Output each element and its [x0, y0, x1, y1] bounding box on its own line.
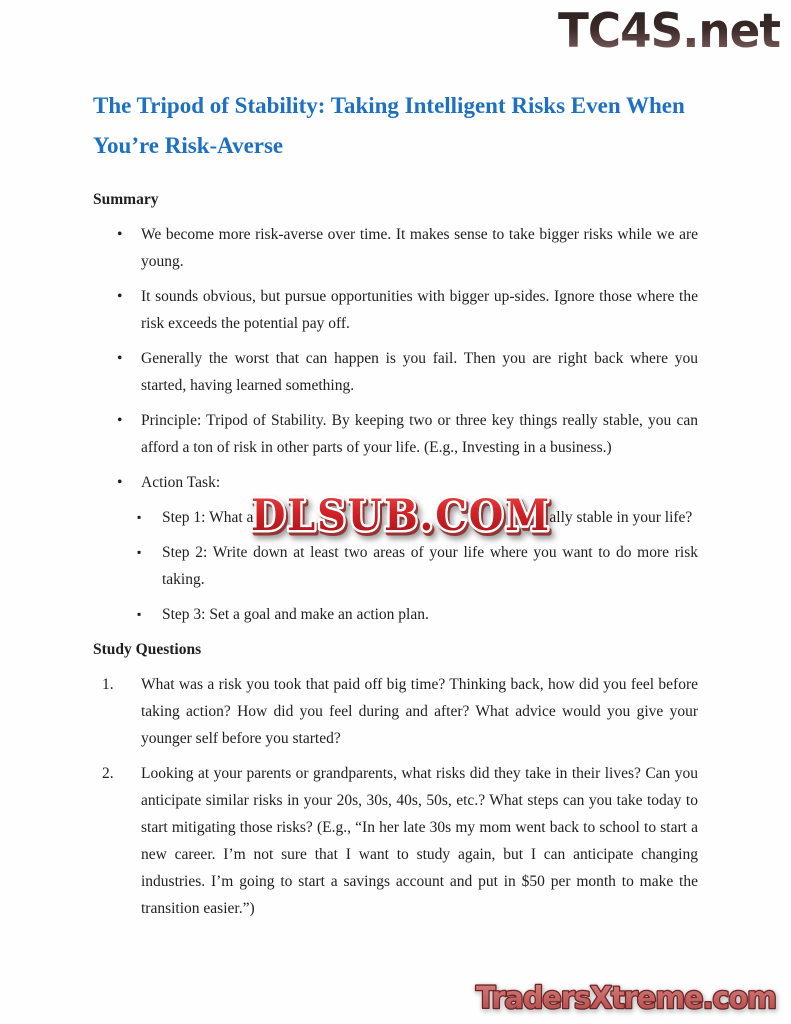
summary-bullet-3-text: Generally the worst that can happen is you fail. Then you are right back where you started, having learned something.: [141, 350, 698, 394]
action-step-2-text: Step 2: Write down at least two areas of your life where you want to do more risk taking.: [162, 544, 698, 588]
study-question-2-text: Looking at your parents or grandparents, what risks did they take in their lives? Can you anticipate similar risks in your 20s, 30s, 40s, 50s, etc.? What steps can you take today to start mitigating those risks? (E.g., “In her late 30s my mom went back to school to start a new career. I’m not sure that I want to study again, but I can anticipate changing industries. I’m going to start a savings account and put in $50 per month to make the transition easier.”): [141, 765, 698, 917]
tc4s-logo-text: TC4S.net: [558, 4, 781, 59]
study-questions-heading: Study Questions: [93, 641, 202, 658]
summary-bullet-3: [93, 345, 698, 399]
action-step-3-text: Step 3: Set a goal and make an action plan.: [162, 606, 429, 623]
summary-bullet-4-text: Principle: Tripod of Stability. By keeping two or three key things really stable, you can afford a ton of risk in other parts of your life. (E.g., Investing in a business.): [141, 412, 698, 456]
bullet-icon: •: [117, 288, 123, 305]
list-number: 1.: [102, 676, 114, 693]
bullet-icon: •: [117, 350, 123, 367]
dlsub-watermark-text: DLSUB.COM: [251, 491, 551, 541]
tradersxtreme-logo-text: TradersXtreme.com: [476, 981, 776, 1016]
dlsub-watermark: [240, 484, 562, 546]
summary-heading: Summary: [93, 191, 159, 208]
bullet-icon: •: [117, 226, 123, 243]
study-question-1: [93, 671, 698, 752]
square-bullet-icon: ▪: [137, 607, 142, 621]
summary-bullet-2: [93, 283, 698, 337]
summary-bullet-2-text: It sounds obvious, but pursue opportunities with bigger up-sides. Ignore those where the risk exceeds the potential pay off.: [141, 288, 698, 332]
action-step-3: [93, 601, 698, 628]
bullet-icon: •: [117, 412, 123, 429]
page-title: [93, 86, 698, 166]
tc4s-logo: [552, 1, 787, 59]
action-task-label: Action Task:: [141, 474, 221, 491]
page-title-line1: The Tripod of Stability: Taking Intelligent Risks Even When: [93, 93, 685, 118]
action-step-1-prefix: Step 1: What a: [162, 509, 254, 526]
bullet-icon: •: [117, 474, 123, 491]
list-number: 2.: [102, 765, 114, 782]
summary-bullet-4: [93, 407, 698, 461]
square-bullet-icon: ▪: [137, 545, 142, 559]
action-step-1-suffix: ally stable in your life?: [549, 509, 693, 526]
study-question-2: [93, 760, 698, 922]
summary-bullet-1: [93, 221, 698, 275]
tradersxtreme-logo: [467, 976, 785, 1020]
page-title-line2: You’re Risk-Averse: [93, 133, 284, 158]
study-question-1-text: What was a risk you took that paid off big time? Thinking back, how did you feel before taking action? How did you feel during and after? What advice would you give your younger self before you started?: [141, 676, 698, 747]
summary-bullet-1-text: We become more risk-averse over time. It makes sense to take bigger risks while we are young.: [141, 226, 698, 270]
square-bullet-icon: ▪: [137, 510, 142, 524]
action-step-2: [93, 539, 698, 593]
